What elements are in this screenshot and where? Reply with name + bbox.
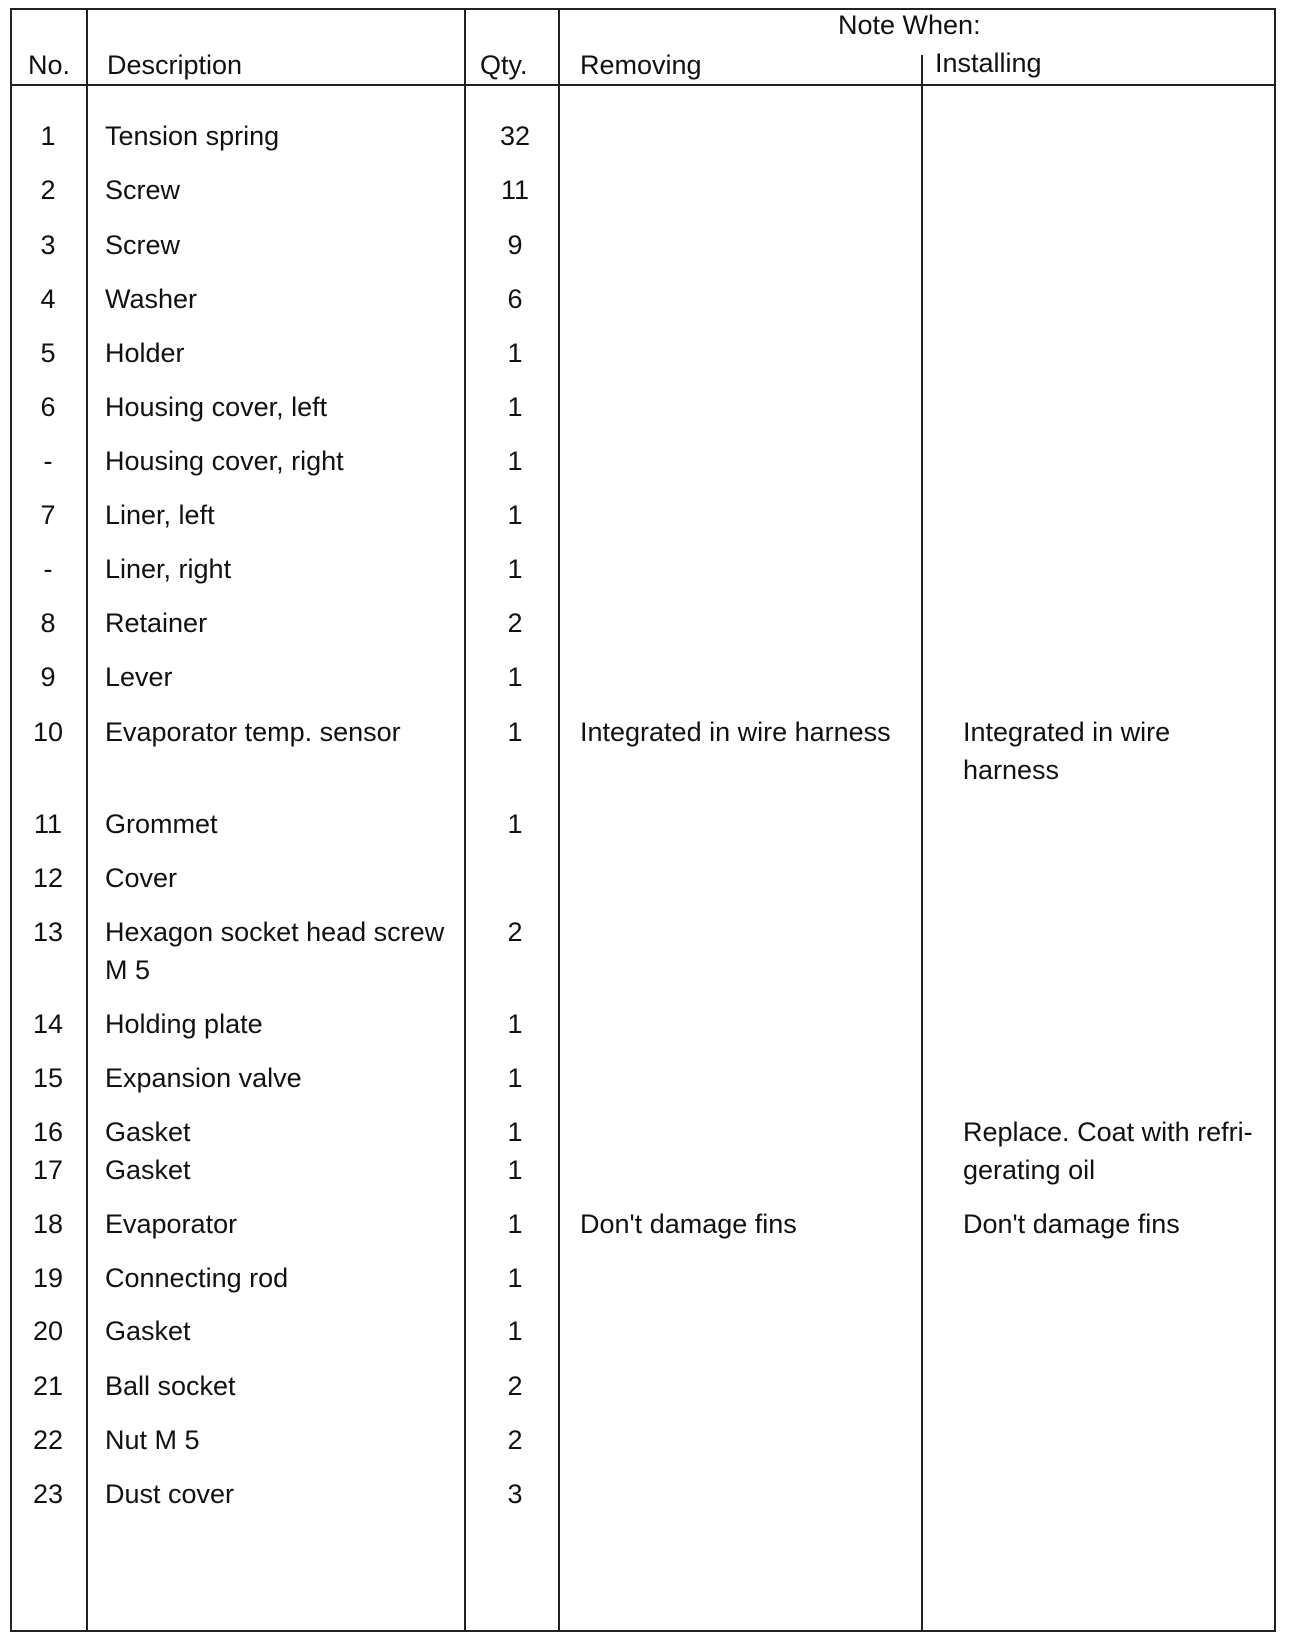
row-number: 18 — [32, 1209, 64, 1239]
row-quantity: 2 — [507, 1425, 523, 1455]
row-description: Evaporator — [105, 1209, 238, 1239]
row-number: 7 — [40, 500, 56, 530]
row-number: 11 — [33, 809, 63, 839]
row-description: Screw — [105, 175, 181, 205]
row-number: 1 — [40, 121, 56, 151]
column-divider-qty — [558, 8, 560, 1632]
row-quantity: 1 — [507, 809, 523, 839]
row-quantity: 1 — [507, 1263, 523, 1293]
row-description: Washer — [105, 284, 198, 314]
row-quantity: 1 — [507, 1316, 523, 1346]
row-number: 16 — [32, 1117, 64, 1147]
row-description: Tension spring — [105, 121, 280, 151]
row-number: 13 — [32, 917, 64, 947]
row-quantity: 1 — [507, 717, 523, 747]
row-number: 14 — [32, 1009, 64, 1039]
column-divider-description — [464, 8, 466, 1632]
row-quantity: 1 — [507, 446, 523, 476]
row-number: 8 — [40, 608, 56, 638]
row-description: Housing cover, left — [105, 392, 328, 422]
row-note-removing: Don't damage fins — [580, 1209, 797, 1239]
row-description: Evaporator temp. sensor — [105, 717, 401, 747]
row-description: Liner, left — [105, 500, 215, 530]
column-divider-no — [86, 8, 88, 1632]
row-quantity: 1 — [507, 392, 523, 422]
row-number: - — [43, 446, 53, 476]
row-quantity: 1 — [507, 554, 523, 584]
row-quantity: 2 — [507, 1371, 523, 1401]
row-quantity: 1 — [507, 1155, 523, 1185]
row-quantity: 1 — [507, 1209, 523, 1239]
row-description: Gasket — [105, 1155, 191, 1185]
row-number: 6 — [40, 392, 56, 422]
row-number: 21 — [32, 1371, 64, 1401]
row-number: 9 — [40, 662, 56, 692]
row-description: Cover — [105, 863, 178, 893]
row-description: Expansion valve — [105, 1063, 302, 1093]
row-number: 20 — [32, 1316, 64, 1346]
row-quantity: 1 — [507, 662, 523, 692]
row-quantity: 1 — [507, 1009, 523, 1039]
row-quantity: 9 — [507, 230, 523, 260]
row-quantity: 11 — [500, 175, 530, 205]
row-quantity: 2 — [507, 608, 523, 638]
row-description: Screw — [105, 230, 181, 260]
row-number: 5 — [40, 338, 56, 368]
row-description: Retainer — [105, 608, 208, 638]
row-number: 12 — [32, 863, 64, 893]
row-number: 2 — [40, 175, 56, 205]
row-quantity: 3 — [507, 1479, 523, 1509]
row-description: Connecting rod — [105, 1263, 289, 1293]
header-note-when: Note When: — [838, 10, 981, 40]
row-number: - — [43, 554, 53, 584]
row-quantity: 6 — [507, 284, 523, 314]
header-qty: Qty. — [480, 50, 528, 80]
row-description: Grommet — [105, 809, 218, 839]
row-description: Nut M 5 — [105, 1425, 200, 1455]
row-description: Holding plate — [105, 1009, 263, 1039]
row-number: 15 — [32, 1063, 64, 1093]
row-note-removing: Integrated in wire harness — [580, 717, 891, 747]
row-number: 3 — [40, 230, 56, 260]
row-note-installing: Integrated in wire harness — [963, 717, 1171, 785]
row-description: Gasket — [105, 1117, 191, 1147]
row-description: Lever — [105, 662, 173, 692]
row-description: Ball socket — [105, 1371, 236, 1401]
row-number: 4 — [40, 284, 56, 314]
row-quantity: 2 — [507, 917, 523, 947]
row-description: Hexagon socket head screw M 5 — [105, 917, 445, 985]
header-no: No. — [28, 50, 71, 80]
header-description: Description — [107, 50, 243, 80]
row-quantity: 1 — [507, 338, 523, 368]
header-installing: Installing — [935, 48, 1042, 78]
header-divider — [10, 84, 1276, 86]
row-description: Housing cover, right — [105, 446, 344, 476]
row-note-installing: Don't damage fins — [963, 1209, 1180, 1239]
row-number: 23 — [32, 1479, 64, 1509]
row-description: Holder — [105, 338, 185, 368]
row-number: 17 — [32, 1155, 64, 1185]
row-quantity: 32 — [499, 121, 531, 151]
row-description: Liner, right — [105, 554, 232, 584]
row-note-installing: Replace. Coat with refri-gerating oil — [963, 1117, 1253, 1185]
row-number: 19 — [32, 1263, 64, 1293]
row-number: 22 — [32, 1425, 64, 1455]
row-quantity: 1 — [507, 1063, 523, 1093]
row-quantity: 1 — [507, 500, 523, 530]
row-quantity: 1 — [507, 1117, 523, 1147]
header-removing: Removing — [580, 50, 702, 80]
row-description: Gasket — [105, 1316, 191, 1346]
row-description: Dust cover — [105, 1479, 235, 1509]
column-divider-removing — [921, 55, 923, 1632]
row-number: 10 — [32, 717, 64, 747]
